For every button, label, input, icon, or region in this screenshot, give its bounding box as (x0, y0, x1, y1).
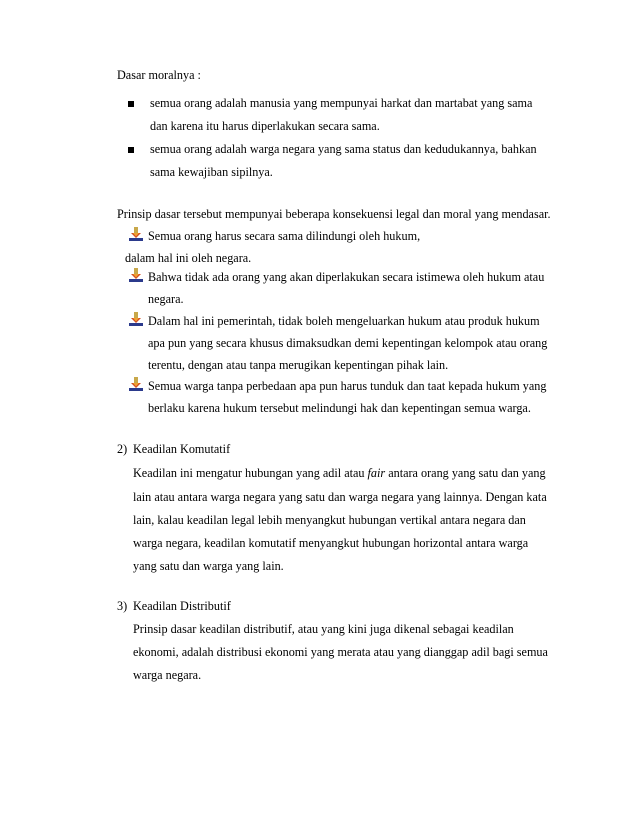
dasar-bullet-1-line-1: semua orang adalah manusia yang mempunyai harkat dan martabat yang sama (150, 96, 533, 110)
komutatif-number: 2) (117, 442, 128, 456)
arrow-bullet-icon (129, 312, 143, 326)
arrow-bullet-icon (129, 227, 143, 241)
komutatif-line-2: lain atau antara warga negara yang satu dan warga negara yang lainnya. Dengan kata (133, 490, 547, 504)
dasar-bullet-1-line-2: dan karena itu harus diperlakukan secara sama. (150, 119, 380, 133)
komutatif-line-4: warga negara, keadilan komutatif menyangkut hubungan horizontal antara warga (133, 536, 529, 550)
dasar-heading: Dasar moralnya : (117, 68, 201, 82)
dasar-bullet-2-line-2: sama kewajiban sipilnya. (150, 165, 273, 179)
komutatif-line-1 (133, 465, 546, 481)
arrow-bullet-icon (129, 377, 143, 391)
arrow-bullet-icon (129, 268, 143, 282)
prinsip-item-2-line-2: negara. (148, 292, 184, 306)
prinsip-item-1-line-1: Semua orang harus secara sama dilindungi oleh hukum, (148, 229, 421, 243)
distributif-line-3: warga negara. (133, 668, 202, 682)
prinsip-item-3-line-1: Dalam hal ini pemerintah, tidak boleh mengeluarkan hukum atau produk hukum (148, 314, 540, 328)
prinsip-item-3-line-2: apa pun yang secara khusus dimaksudkan demi kepentingan kelompok atau orang (148, 336, 548, 350)
distributif-line-1: Prinsip dasar keadilan distributif, atau yang kini juga dikenal sebagai keadilan (133, 622, 514, 636)
prinsip-item-1-line-2: dalam hal ini oleh negara. (125, 251, 252, 265)
distributif-line-2: ekonomi, adalah distribusi ekonomi yang merata atau yang dianggap adil bagi semua (133, 645, 548, 659)
prinsip-item-4-line-1: Semua warga tanpa perbedaan apa pun harus tunduk dan taat kepada hukum yang (148, 379, 547, 393)
square-bullet-icon (128, 147, 134, 153)
prinsip-item-3-line-3: terentu, dengan atau tanpa merugikan kepentingan pihak lain. (148, 358, 449, 372)
prinsip-intro: Prinsip dasar tersebut mempunyai beberapa konsekuensi legal dan moral yang mendasar. (117, 207, 551, 221)
distributif-number: 3) (117, 599, 128, 613)
prinsip-item-4-line-2: berlaku karena hukum tersebut melindungi hak dan kepentingan semua warga. (148, 401, 531, 415)
square-bullet-icon (128, 101, 134, 107)
komutatif-line-1-post: antara orang yang satu dan yang (385, 466, 546, 480)
komutatif-line-1-pre: Keadilan ini mengatur hubungan yang adil atau (133, 466, 368, 480)
komutatif-line-5: yang satu dan warga yang lain. (133, 559, 284, 573)
dasar-bullet-2-line-1: semua orang adalah warga negara yang sama status dan kedudukannya, bahkan (150, 142, 537, 156)
komutatif-line-1-fair: fair (367, 466, 386, 480)
prinsip-item-2-line-1: Bahwa tidak ada orang yang akan diperlakukan secara istimewa oleh hukum atau (148, 270, 545, 284)
distributif-title: Keadilan Distributif (133, 599, 231, 613)
komutatif-title: Keadilan Komutatif (133, 442, 231, 456)
komutatif-line-3: lain, kalau keadilan legal lebih menyangkut hubungan vertikal antara negara dan (133, 513, 526, 527)
